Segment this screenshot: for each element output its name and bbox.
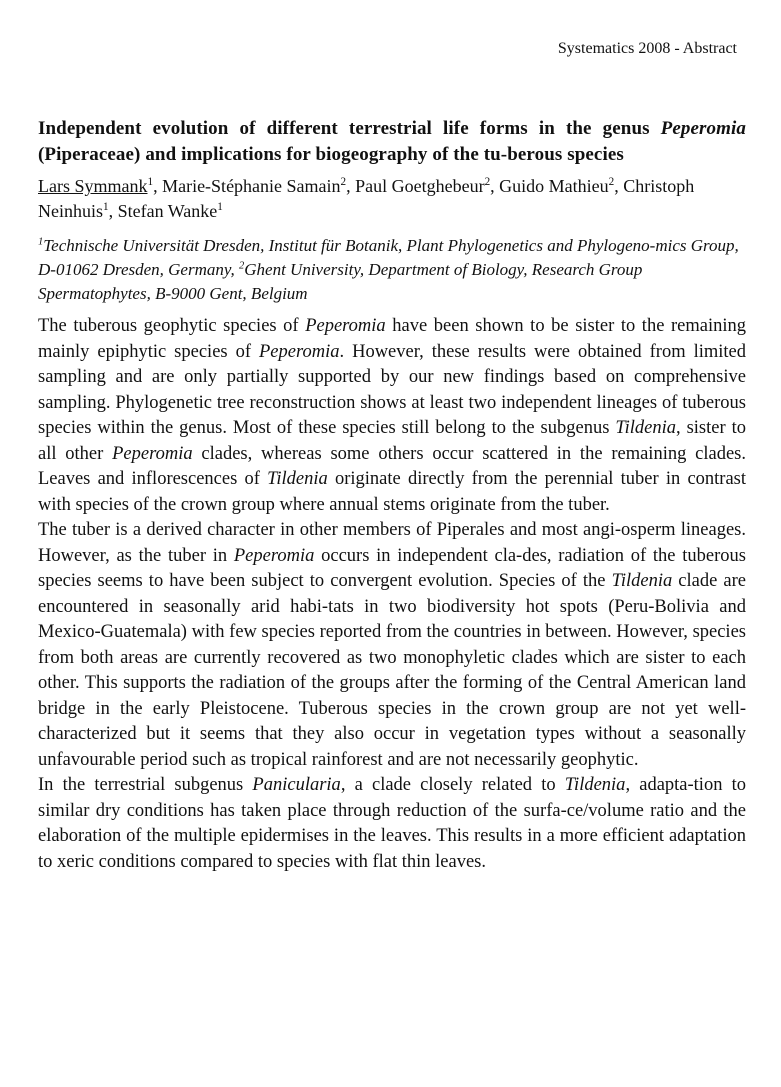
- author-affil-sup: 1: [217, 201, 223, 213]
- author-affil-sup: 1: [147, 176, 154, 188]
- author-affil-sup: 2: [340, 176, 347, 188]
- text-run: The tuberous geophytic species of: [38, 316, 306, 336]
- author-list: [38, 174, 746, 224]
- author-name: Guido Mathieu: [499, 176, 609, 196]
- italic-term: Tildenia: [615, 418, 677, 438]
- italic-term: Peperomia: [258, 341, 340, 362]
- author-affil-sup: 2: [484, 176, 491, 188]
- author-name: Lars Symmank: [38, 176, 148, 196]
- affil-sup-2: 2: [238, 260, 245, 272]
- affil-sup-1: 1: [38, 236, 44, 248]
- italic-term: Peperomia: [233, 545, 315, 566]
- affil-2: Ghent University, Department of Biology, Research Group Spermatophytes, B-9000 Gent, Belgium: [38, 260, 643, 303]
- text-run: In the terrestrial subgenus: [38, 775, 253, 795]
- text-run: originate directly from the perennial tuber in contrast with species of the crown group where annual stems originate from the tuber.: [38, 469, 747, 515]
- author-name: Paul Goetghebeur: [355, 176, 485, 196]
- author-separator: ,: [490, 176, 500, 196]
- text-run: . However, these results were obtained from limited sampling and are only partially supported by our new findings based on comprehensive sampling. Phylogenetic tree reconstruction shows at least two independent lineages of tuberous species within the genus. Most of these species still belong to the subgenus: [38, 341, 746, 438]
- author-affil-sup: 2: [608, 176, 615, 188]
- title-part1: Independent evolution of different terrestrial life forms in the genus: [38, 118, 661, 139]
- affil-1: Technische Universität Dresden, Institut für Botanik, Plant Phylogenetics and Phylogeno-mics Group, D-01062 Dresden, Germany,: [38, 236, 739, 279]
- italic-term: Tildenia: [267, 469, 328, 489]
- italic-term: Peperomia: [112, 443, 193, 464]
- page-header: Systematics 2008 - Abstract: [557, 40, 737, 57]
- title-genus: Peperomia: [660, 118, 746, 139]
- text-run: have been shown to be sister to the remaining mainly epiphytic species of: [38, 316, 746, 362]
- affiliations: [38, 234, 746, 306]
- author-separator: ,: [108, 201, 118, 221]
- paragraph-2: [38, 518, 746, 773]
- author-separator: ,: [346, 176, 356, 196]
- author-separator: ,: [153, 176, 163, 196]
- italic-term: Panicularia: [252, 775, 341, 795]
- title-part2: (Piperaceae) and implications for biogeography of the tu-berous species: [38, 144, 624, 165]
- italic-term: Tildenia: [564, 775, 626, 795]
- author-separator: ,: [614, 176, 624, 196]
- abstract: [38, 116, 746, 875]
- text-run: clades, whereas some others occur scattered in the remaining clades. Leaves and inflorescences of: [38, 443, 746, 489]
- text-run: clade are encountered in seasonally arid habi-tats in two biodiversity hot spots (Peru-Bolivia and Mexico-Guatemala) with few species reported from the countries in between. However, species from both areas are currently recovered as two monophyletic clades which are sister to each other. This supports the radiation of the groups after the forming of the Central American land bridge in the early Pleistocene. Tuberous species in the crown group are not yet well-characterized but it seems that they also occur in vegetation types without a seasonally unfavourable period such as tropical rainforest and are not necessarily geophytic.: [38, 571, 746, 770]
- text-run: , a clade closely related to: [340, 775, 565, 795]
- author-name: Stefan Wanke: [117, 201, 218, 221]
- author-affil-sup: 1: [103, 201, 109, 213]
- italic-term: Tildenia: [611, 571, 673, 591]
- author-name: Christoph Neinhuis: [38, 176, 695, 221]
- text-run: , sister to all other: [38, 418, 746, 464]
- abstract-title: [38, 116, 746, 168]
- author-name: Marie-Stéphanie Samain: [162, 176, 341, 196]
- italic-term: Peperomia: [305, 316, 386, 336]
- text-run: , adapta-tion to similar dry conditions has taken place through reduction of the surfa-ce/volume ratio and the elaboration of the multiple epidermises in the leaves. This results in a more efficient adaptation to xeric conditions compared to species with flat thin leaves.: [38, 775, 746, 872]
- paragraph-1: [38, 314, 746, 518]
- text-run: The tuber is a derived character in other members of Piperales and most angi-osperm lineages. However, as the tuber in: [38, 520, 746, 566]
- paragraph-3: [38, 773, 746, 875]
- text-run: occurs in independent cla-des, radiation of the tuberous species seems to have been subject to convergent evolution. Species of the: [38, 545, 746, 591]
